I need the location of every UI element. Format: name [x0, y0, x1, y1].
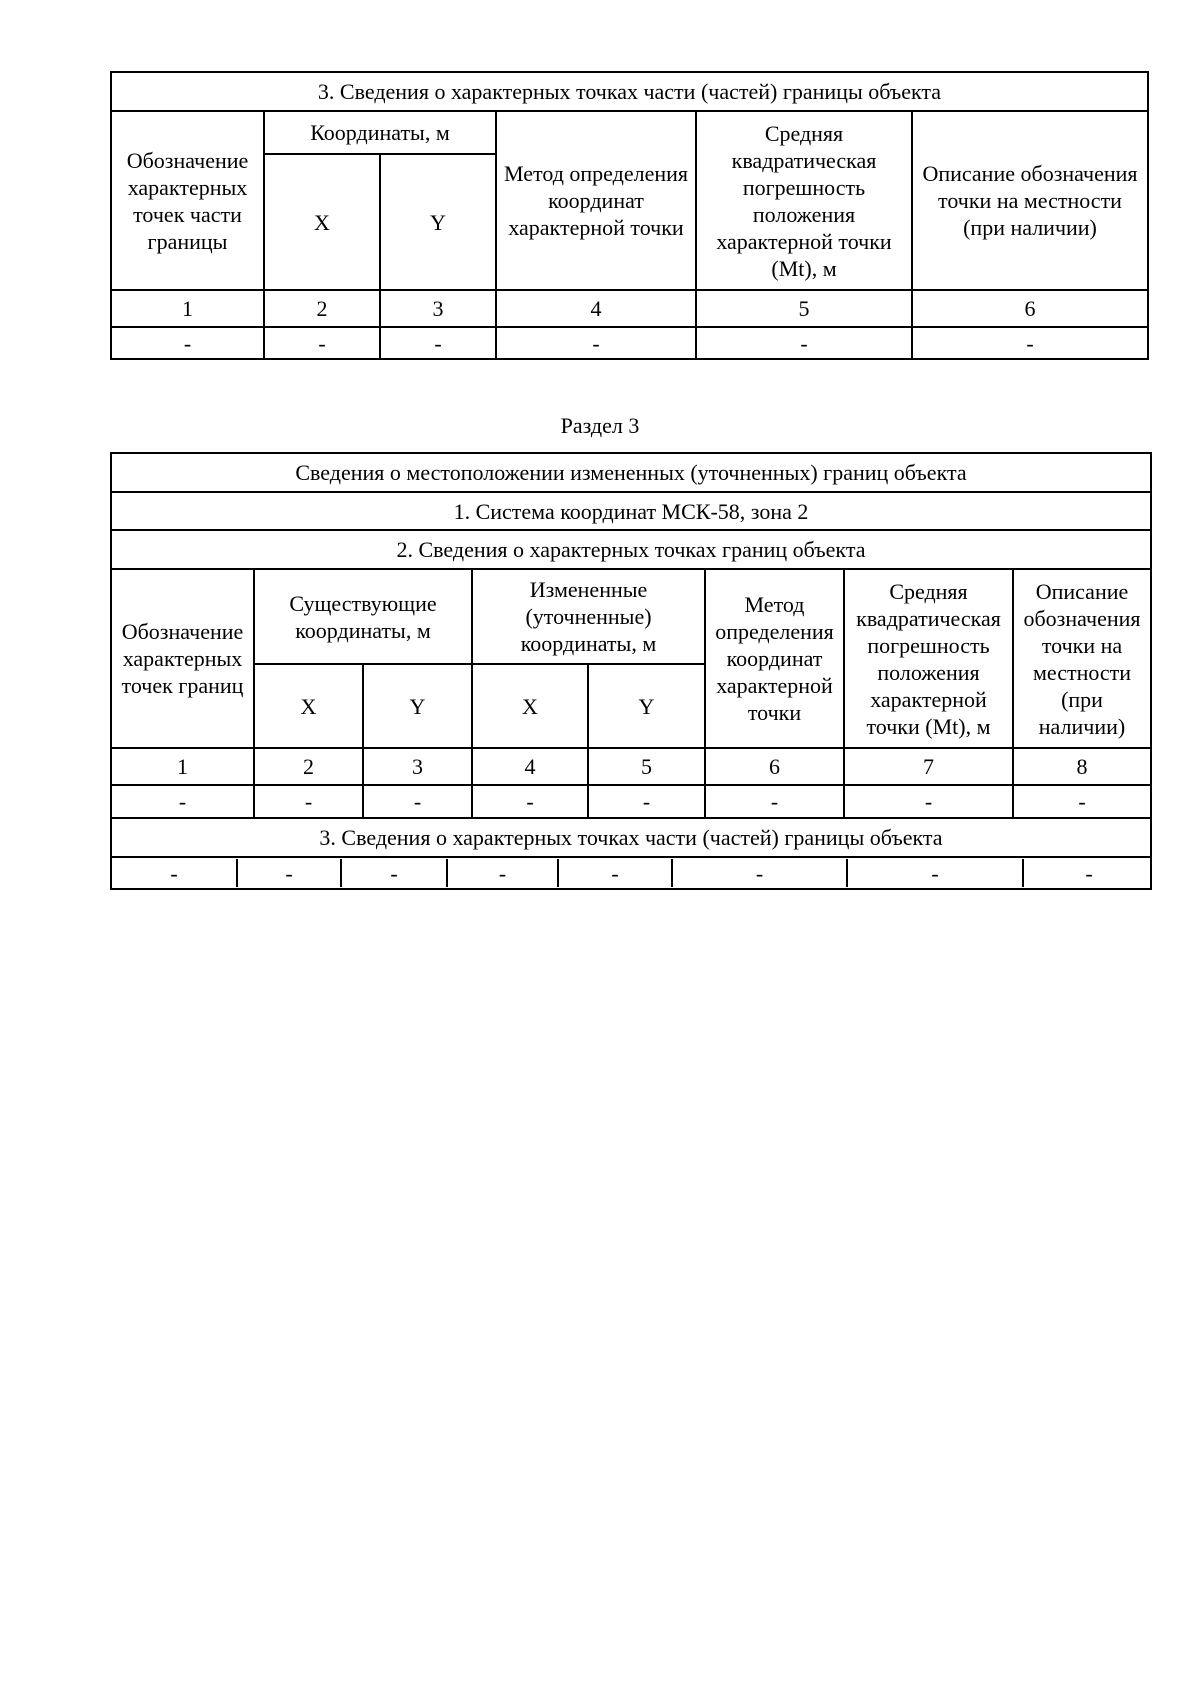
table-cell: -: [363, 785, 472, 818]
column-number-row: [111, 290, 1148, 327]
table-cell: -: [496, 327, 696, 359]
table-cell: -: [170, 860, 178, 886]
header-method: Метод определения координат характерной точки: [496, 111, 696, 290]
column-number: 2: [264, 290, 380, 327]
table-cell: -: [588, 785, 705, 818]
table-cell: -: [1013, 785, 1151, 818]
column-number: 1: [111, 290, 264, 327]
table-cell: -: [254, 785, 363, 818]
header-existing-coordinates: Существующие координаты, м: [254, 569, 472, 664]
header-x: X: [264, 154, 380, 290]
column-number: 2: [254, 748, 363, 785]
table-cell: -: [847, 859, 1023, 887]
changed-boundaries-table: [110, 452, 1152, 890]
table-cell: -: [380, 327, 496, 359]
column-number: 5: [696, 290, 912, 327]
table-cell: -: [696, 327, 912, 359]
header-existing-y: Y: [363, 664, 472, 748]
table-row: [111, 327, 1148, 359]
table-title: Сведения о местоположении измененных (уточненных) границ объекта: [111, 453, 1151, 492]
header-description: Описание обозначения точки на местности (при наличии): [1013, 569, 1151, 748]
header-changed-coordinates: Измененные (уточненные) координаты, м: [472, 569, 705, 664]
part-boundary-points-heading: 3. Сведения о характерных точках части (частей) границы объекта: [111, 818, 1151, 857]
section-caption: Раздел 3: [560, 413, 640, 438]
table-cell: -: [111, 327, 264, 359]
table-cell: -: [705, 785, 844, 818]
table-cell: -: [558, 859, 672, 887]
column-number: 1: [111, 748, 254, 785]
part-boundary-row-table: [112, 859, 1151, 887]
table-cell: -: [341, 859, 447, 887]
column-number: 5: [588, 748, 705, 785]
part-boundary-points-table: [110, 71, 1149, 360]
header-changed-x: X: [472, 664, 588, 748]
column-number: 6: [705, 748, 844, 785]
table-cell: -: [447, 859, 558, 887]
header-error: Средняя квадратическая погрешность положения характерной точки (Mt), м: [696, 111, 912, 290]
header-method: Метод определения координат характерной точки: [705, 569, 844, 748]
coordinate-system-heading: 1. Система координат МСК-58, зона 2: [111, 492, 1151, 530]
header-designation: Обозначение характерных точек части границы: [111, 111, 264, 290]
column-number: 4: [496, 290, 696, 327]
header-existing-x: X: [254, 664, 363, 748]
header-designation: Обозначение характерных точек границ: [111, 569, 254, 748]
column-number: 3: [363, 748, 472, 785]
column-number: 3: [380, 290, 496, 327]
table-cell: -: [912, 327, 1148, 359]
table-cell: -: [844, 785, 1013, 818]
column-number: 4: [472, 748, 588, 785]
table-cell: -: [1023, 859, 1151, 887]
table-cell: -: [472, 785, 588, 818]
table-cell: -: [237, 859, 341, 887]
header-description: Описание обозначения точки на местности (при наличии): [912, 111, 1148, 290]
table-cell: -: [111, 785, 254, 818]
table-cell: -: [672, 859, 847, 887]
boundary-points-heading: 2. Сведения о характерных точках границ объекта: [111, 530, 1151, 569]
header-coordinates: Координаты, м: [264, 111, 496, 154]
table-row: [111, 785, 1151, 818]
part-boundary-row-container: [111, 857, 1151, 889]
column-number: 6: [912, 290, 1148, 327]
header-y: Y: [380, 154, 496, 290]
header-changed-y: Y: [588, 664, 705, 748]
column-number: 7: [844, 748, 1013, 785]
column-number-row: [111, 748, 1151, 785]
table-title: 3. Сведения о характерных точках части (частей) границы объекта: [111, 72, 1148, 111]
column-number: 8: [1013, 748, 1151, 785]
header-error: Средняя квадратическая погрешность положения характерной точки (Mt), м: [844, 569, 1013, 748]
table-row: [112, 859, 1151, 887]
table-cell: -: [264, 327, 380, 359]
